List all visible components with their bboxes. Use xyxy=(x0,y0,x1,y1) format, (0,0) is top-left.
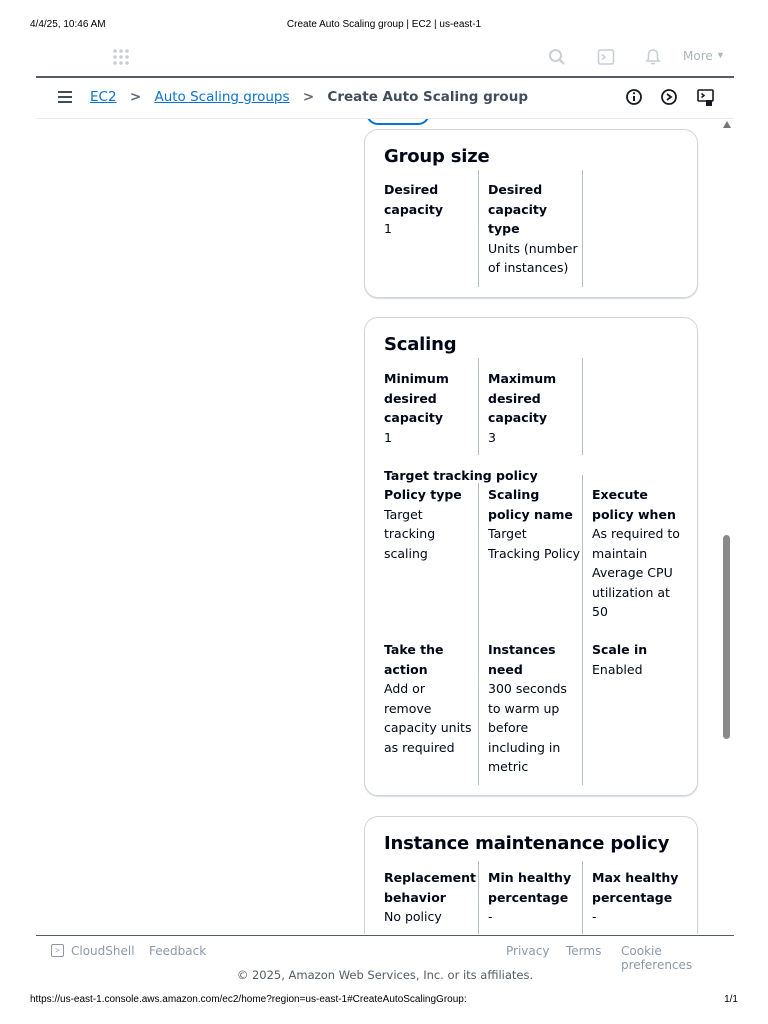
cloudshell-icon[interactable] xyxy=(597,48,615,66)
chevron-right-icon: > xyxy=(302,89,315,105)
instance-maintenance-title: Instance maintenance policy xyxy=(384,833,670,854)
cookie-preferences-link[interactable]: Cookie preferences xyxy=(621,944,693,972)
field-desired-capacity xyxy=(384,180,476,239)
field-label: Min healthy percentage xyxy=(488,870,572,905)
print-url: https://us-east-1.console.aws.amazon.com/ec2/home?region=us-east-1#CreateAutoScalingGroup: xyxy=(30,994,467,1005)
field-value: Target tracking scaling xyxy=(384,506,436,561)
field-scaling-policy-name xyxy=(488,485,580,563)
field-label: Minimum desired capacity xyxy=(384,371,449,425)
scrollbar[interactable] xyxy=(720,119,734,934)
column-divider xyxy=(582,358,583,455)
field-take-the-action xyxy=(384,640,476,757)
group-size-title: Group size xyxy=(384,146,490,167)
column-divider xyxy=(582,861,583,934)
field-execute-policy-when xyxy=(592,485,684,622)
field-policy-type xyxy=(384,485,476,563)
field-maximum-desired-capacity xyxy=(488,369,580,447)
field-value: Target Tracking Policy xyxy=(488,526,580,561)
column-divider xyxy=(582,170,583,287)
field-label: Max healthy percentage xyxy=(592,870,679,905)
field-value: No policy xyxy=(384,909,442,924)
field-max-healthy-percentage xyxy=(592,868,684,927)
field-label: Instances need xyxy=(488,642,556,677)
field-value: Add or remove capacity units as required xyxy=(384,681,472,755)
field-value: Enabled xyxy=(592,661,643,677)
field-value: - xyxy=(592,909,597,924)
scroll-thumb[interactable] xyxy=(723,535,730,739)
hamburger-menu-icon[interactable] xyxy=(58,91,72,103)
column-divider xyxy=(478,170,479,287)
field-value: 1 xyxy=(384,429,392,445)
field-instances-need xyxy=(488,640,580,777)
target-tracking-heading: Target tracking policy xyxy=(384,468,538,483)
scroll-up-arrow-icon[interactable] xyxy=(723,121,731,128)
field-value: 300 seconds to warm up before including in metric xyxy=(488,681,567,774)
column-divider xyxy=(478,358,479,455)
field-scale-in xyxy=(592,640,684,679)
grid-icon[interactable] xyxy=(112,48,130,66)
info-icon[interactable] xyxy=(625,88,643,111)
chevron-down-icon[interactable]: ▼ xyxy=(716,50,725,60)
breadcrumb-current: Create Auto Scaling group xyxy=(327,89,528,105)
settings-icon[interactable] xyxy=(696,88,716,113)
breadcrumb-bar xyxy=(36,78,734,119)
copyright: © 2025, Amazon Web Services, Inc. or its affiliates. xyxy=(236,968,534,982)
console-top-nav xyxy=(36,44,734,76)
console-footer xyxy=(36,935,734,992)
scaling-card xyxy=(364,317,698,796)
field-label: Execute policy when xyxy=(592,487,676,522)
field-value: 3 xyxy=(488,429,496,445)
group-size-card xyxy=(364,129,698,298)
print-datetime: 4/4/25, 10:46 AM xyxy=(30,19,106,30)
scaling-title: Scaling xyxy=(384,334,457,355)
field-value: - xyxy=(488,909,493,924)
field-label: Take the action xyxy=(384,642,444,677)
cloudshell-icon[interactable]: > xyxy=(51,944,64,957)
field-label: Desired capacity xyxy=(384,182,444,217)
field-label: Desired capacity type xyxy=(488,182,548,236)
field-replacement-behavior xyxy=(384,868,476,927)
feedback-link[interactable]: Feedback xyxy=(149,944,207,958)
field-min-healthy-percentage xyxy=(488,868,580,927)
breadcrumb-ec2[interactable]: EC2 xyxy=(90,89,117,105)
breadcrumb-auto-scaling-groups[interactable]: Auto Scaling groups xyxy=(154,89,290,105)
field-label: Scaling policy name xyxy=(488,487,573,522)
print-page-number: 1/1 xyxy=(724,994,738,1005)
bell-icon[interactable] xyxy=(644,48,662,66)
field-label: Policy type xyxy=(384,487,462,502)
column-divider xyxy=(478,483,479,785)
field-value: As required to maintain Average CPU utilization at 50 xyxy=(592,526,680,619)
chevron-right-icon: > xyxy=(129,89,142,105)
cloudshell-link[interactable]: CloudShell xyxy=(71,944,135,958)
field-minimum-desired-capacity xyxy=(384,369,476,447)
print-footer xyxy=(0,994,768,1008)
field-label: Scale in xyxy=(592,642,648,657)
field-label: Replacement behavior xyxy=(384,870,477,905)
edit-button-edge[interactable] xyxy=(366,119,430,125)
feedback-icon[interactable] xyxy=(660,88,678,111)
field-value: 1 xyxy=(384,221,392,236)
instance-maintenance-card xyxy=(364,816,698,934)
breadcrumb xyxy=(90,89,528,105)
search-icon[interactable] xyxy=(548,48,566,66)
field-label: Maximum desired capacity xyxy=(488,371,557,425)
column-divider xyxy=(582,475,583,785)
more-menu[interactable]: More xyxy=(683,49,713,63)
column-divider xyxy=(478,861,479,934)
field-value: Units (number of instances) xyxy=(488,240,578,275)
field-desired-capacity-type xyxy=(488,180,580,278)
print-title: Create Auto Scaling group | EC2 | us-east-1 xyxy=(286,19,482,30)
print-header xyxy=(0,19,768,33)
main-content xyxy=(36,119,734,934)
privacy-link[interactable]: Privacy xyxy=(506,944,550,958)
terms-link[interactable]: Terms xyxy=(566,944,602,958)
